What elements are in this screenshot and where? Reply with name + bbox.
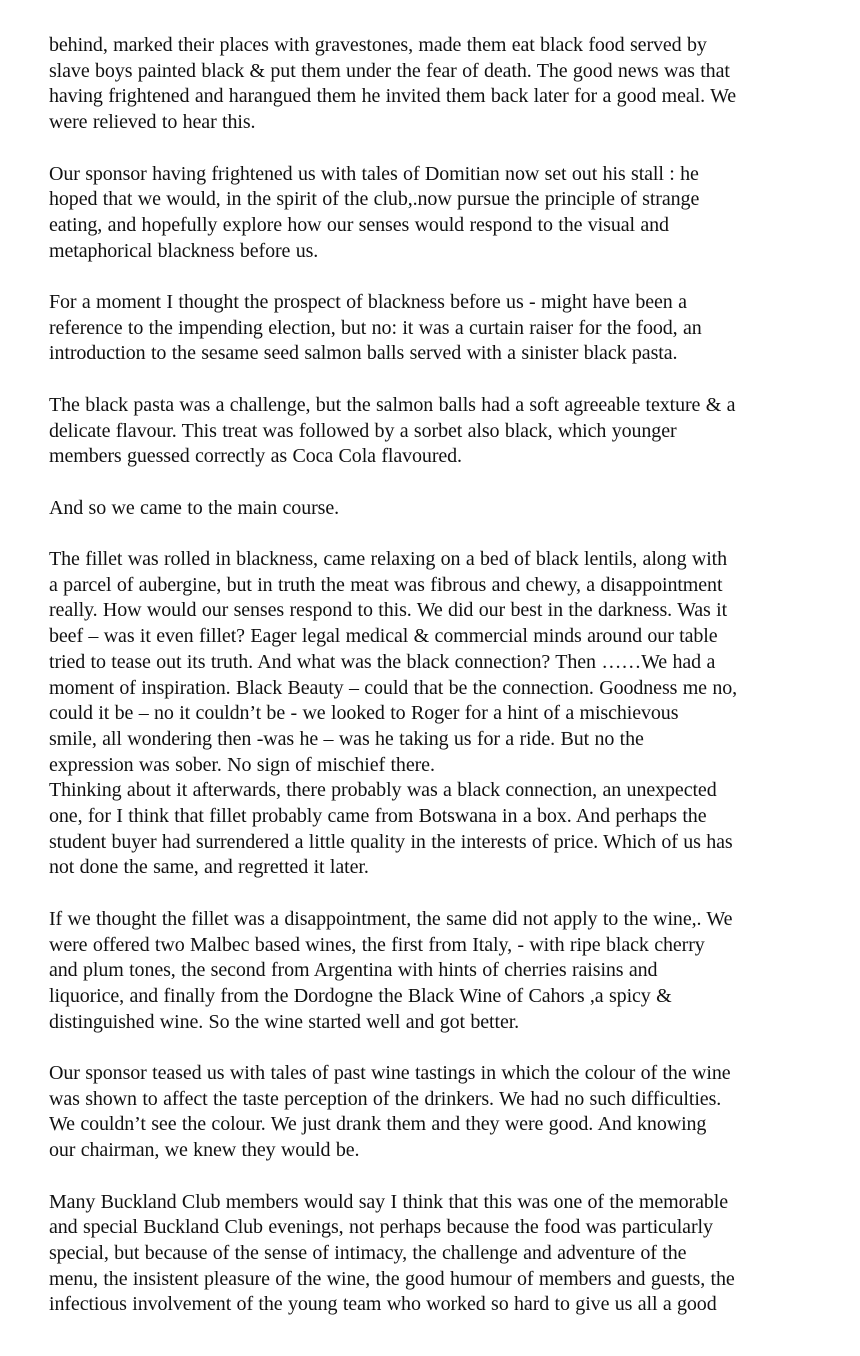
document-body — [49, 33, 839, 1318]
paragraph-sponsor-stall: Our sponsor having frightened us with tales of Domitian now set out his stall : he hoped that we would, in the spirit of the club,.now pursue the principle of strange eating, and hopefully explore how our senses would respond to the visual and metaphorical blackness before us. — [49, 162, 700, 262]
paragraph-memorable-evening: Many Buckland Club members would say I think that this was one of the memorable and special Buckland Club evenings, not perhaps because the food was particularly special, but because of the sense of intimacy, the challenge and adventure of the menu, the insistent pleasure of the wine, the good humour of members and guests, the infectious involvement of the young team who worked so hard to give us all a good — [49, 1190, 735, 1316]
paragraph-black-pasta: The black pasta was a challenge, but the salmon balls had a soft agreeable texture & a delicate flavour. This treat was followed by a sorbet also black, which younger members guessed correctly as Coca Cola flavoured. — [49, 393, 736, 468]
paragraph-blackness-election: For a moment I thought the prospect of blackness before us - might have been a reference to the impending election, but no: it was a curtain raiser for the food, an introduction to the sesame seed salmon balls served with a sinister black pasta. — [49, 291, 702, 365]
paragraph-fillet: The fillet was rolled in blackness, came relaxing on a bed of black lentils, along with a parcel of aubergine, but in truth the meat was fibrous and chewy, a disappointment really. How would our senses respond to this. We did our best in the darkness. Was it beef – was it even fillet? Eager legal medical & commercial minds around our table tried to tease out its truth. And what was the black connection? Then ……We had a moment of inspiration. Black Beauty – could that be the connection. Goodness me no, could it be – no it couldn’t be - we looked to Roger for a hint of a mischievous smile, all wondering then -was he – was he taking us for a ride. But no the expression was sober. No sign of mischief there. — [49, 547, 738, 776]
paragraph-main-course: And so we came to the main course. — [49, 496, 340, 519]
paragraph-afterthoughts: Thinking about it afterwards, there probably was a black connection, an unexpected one, for I think that fillet probably came from Botswana in a box. And perhaps the student buyer had surrendered a little quality in the interests of price. Which of us has not done the same, and regretted it later. — [49, 779, 733, 879]
paragraph-wine: If we thought the fillet was a disappointment, the same did not apply to the wine,. We were offered two Malbec based wines, the first from Italy, - with ripe black cherry and plum tones, the second from Argentina with hints of cherries raisins and liquorice, and finally from the Dordogne the Black Wine of Cahors ,a spicy & distinguished wine. So the wine started well and got better. — [49, 907, 733, 1033]
paragraph-wine-tastings: Our sponsor teased us with tales of past wine tastings in which the colour of the wine was shown to affect the taste perception of the drinkers. We had no such difficulties. We couldn’t see the colour. We just drank them and they were good. And knowing our chairman, we knew they would be. — [49, 1062, 731, 1162]
paragraph-domitian-banquet: behind, marked their places with gravestones, made them eat black food served by slave boys painted black & put them under the fear of death. The good news was that having frightened and harangued them he invited them back later for a good meal. We were relieved to hear this. — [49, 34, 737, 134]
